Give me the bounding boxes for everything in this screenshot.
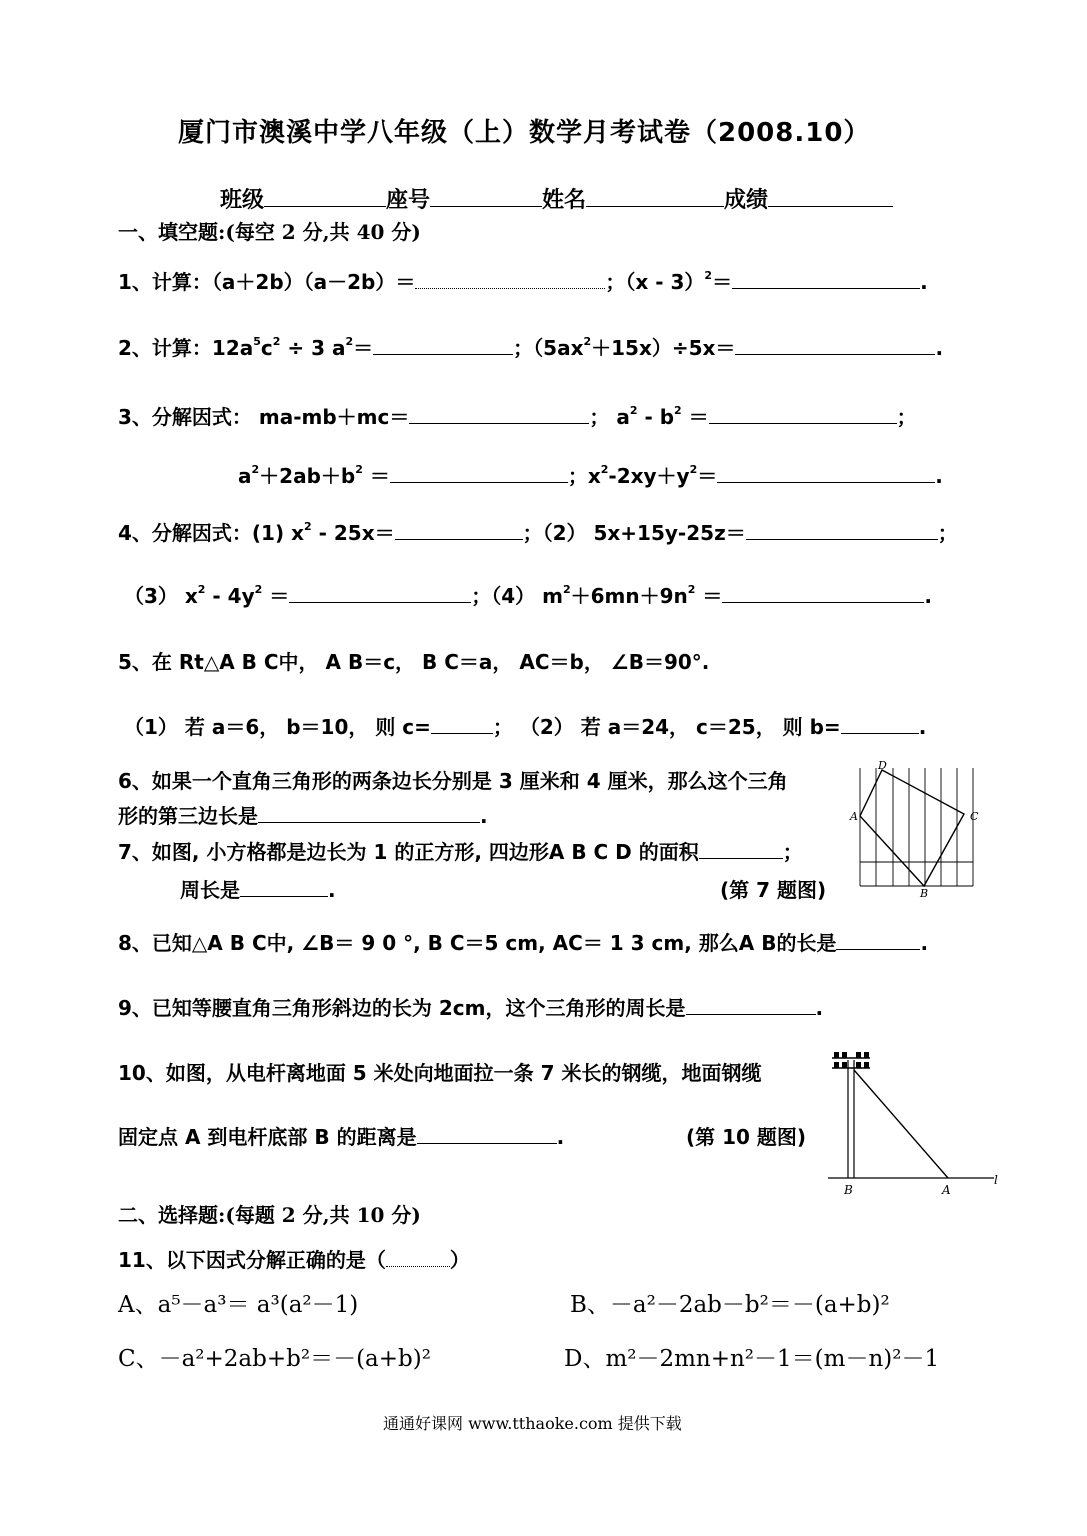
fig10-label-b: B (844, 1183, 853, 1197)
question-5-parts (124, 711, 926, 740)
q11-answer-blank[interactable] (386, 1246, 450, 1267)
q3-eq-2: ＝ (369, 464, 390, 488)
question-11 (118, 1244, 470, 1273)
option-a[interactable]: A、a⁵－a³＝ a³(a²－1) (118, 1292, 359, 1318)
q1-eq: ＝ (712, 270, 733, 294)
q4-blank-1[interactable] (395, 519, 523, 540)
q6-end: . (480, 804, 488, 828)
q2-text: 2、计算：12a (118, 336, 254, 360)
q4-eq: ＝ (269, 584, 290, 608)
question-6: 6、如果一个直角三角形的两条边长分别是 3 厘米和 4 厘米，那么这个三角 (118, 769, 788, 793)
q10-text-b: 固定点 A 到电杆底部 B 的距离是 (118, 1125, 417, 1149)
q10-end: . (556, 1125, 565, 1149)
question-3: 3、分解因式： ma-mb＋mc＝ ； $a^2 - b^2$ ＝ ； (118, 404, 917, 429)
q4-end-2: . (924, 584, 933, 608)
question-2: 2、计算：$12a^5c^2 \div 3$ $a^2=$ ；$(5ax^2+15x)\div 5x=$ . (118, 335, 944, 360)
q3-blank-3[interactable] (390, 462, 568, 483)
q3-end-2: . (935, 464, 943, 488)
q9-text: 9、已知等腰直角三角形斜边的长为 2cm，这个三角形的周长是 (118, 996, 686, 1020)
q2-eq: ＝ (353, 336, 374, 360)
section2-heading: 二、选择题:(每题 2 分,共 10 分) (118, 1203, 421, 1227)
page-title: 厦门市澳溪中学八年级（上）数学月考试卷（2008.10） (178, 118, 871, 148)
q5-text-b: （1） 若 a＝6， b＝10， 则 c= (124, 715, 431, 739)
q3-text-b: ； a (589, 405, 630, 429)
seat-field[interactable] (430, 186, 542, 207)
fig7-label-d: D (878, 759, 887, 772)
q2-text-f: ＋15x）÷5x＝ (591, 336, 736, 360)
question-4-line-2: （3） $x^2 - 4y^2$ ＝ ；（4） $m^2+6mn+9n^2$ ＝ . (124, 583, 933, 608)
q2-end: . (935, 336, 944, 360)
fig7-label-c: C (970, 810, 979, 823)
q8-blank[interactable] (836, 929, 920, 950)
q7-blank-1[interactable] (699, 838, 783, 859)
question-7-line-2 (180, 874, 336, 903)
q1-blank-2[interactable] (732, 268, 920, 289)
student-info-line (220, 183, 893, 214)
question-7 (118, 836, 803, 865)
q3-text-e: a (238, 464, 252, 488)
q8-text: 8、已知△A B C中, ∠B＝ 9 0 °, B C＝5 cm, AC＝ 1 3 cm, 那么A B的长是 (118, 931, 837, 955)
q4-text-b: - 25x＝ (311, 521, 395, 545)
q4-eq-2: ＝ (702, 584, 723, 608)
q11-text-b: ） (449, 1248, 470, 1272)
figure-7-caption: (第 7 题图) (720, 878, 827, 902)
q3-blank-2[interactable] (709, 403, 897, 424)
q3-text: 3、分解因式： ma-mb＋mc＝ (118, 405, 410, 429)
score-field[interactable] (768, 186, 893, 207)
q3-text-h: ；x (567, 464, 601, 488)
q4-text-h: ＋6mn＋9n (570, 584, 688, 608)
name-label: 姓名 (542, 188, 587, 213)
q7-text-b: 周长是 (180, 878, 240, 902)
q4-blank-3[interactable] (289, 582, 471, 603)
question-10: 10、如图，从电杆离地面 5 米处向地面拉一条 7 米长的钢缆，地面钢缆 (118, 1061, 762, 1085)
option-d[interactable]: D、m²－2mn+n²－1＝(m－n)²－1 (564, 1346, 940, 1372)
q4-text-d: （3） x (124, 584, 198, 608)
q5-blank-1[interactable] (431, 713, 493, 734)
q8-end: . (920, 931, 929, 955)
score-label: 成绩 (724, 188, 769, 213)
question-3-line-2: $a^2+2ab+b^2$ ＝ ；$x^2-2xy+y^2=$ . (238, 463, 943, 488)
q6-blank[interactable] (258, 802, 480, 823)
figure-7-grid (848, 758, 988, 900)
q3-end-1: ； (896, 405, 917, 429)
q4-end-1: ； (937, 521, 958, 545)
question-5: 5、在 Rt△A B C中， A B＝c， B C＝a， AC＝b， ∠B＝90°. (118, 650, 710, 674)
q9-end: . (815, 996, 824, 1020)
seat-label: 座号 (386, 188, 431, 213)
question-8 (118, 927, 928, 956)
q4-text-e: - 4y (205, 584, 255, 608)
q11-text: 11、以下因式分解正确的是（ (118, 1248, 386, 1272)
q7-text: 7、如图, 小方格都是边长为 1 的正方形, 四边形A B C D 的面积 (118, 840, 699, 864)
question-10-line-2 (118, 1121, 564, 1150)
q1-blank-1[interactable] (415, 268, 605, 289)
q3-text-i: -2xy＋y (608, 464, 690, 488)
fig7-label-a: A (850, 810, 858, 823)
q4-blank-4[interactable] (722, 582, 924, 603)
option-c[interactable]: C、－a²+2ab+b²＝－(a+b)² (118, 1346, 431, 1372)
class-field[interactable] (264, 186, 386, 207)
q2-text-c: ÷ 3 a (287, 336, 346, 360)
q2-blank-2[interactable] (735, 334, 935, 355)
option-b[interactable]: B、－a²－2ab－b²＝－(a+b)² (570, 1292, 890, 1318)
page-footer: 通通好课网 www.tthaoke.com 提供下载 (383, 1414, 682, 1433)
question-9 (118, 992, 823, 1021)
q4-blank-2[interactable] (746, 519, 938, 540)
q3-eq: ＝ (688, 405, 709, 429)
question-6-line-2 (118, 800, 488, 829)
figure-10-pole (824, 1048, 1004, 1200)
q1-text-b: ；（x - 3） (605, 270, 705, 294)
q4-text-c: ；（2） 5x+15y-25z＝ (522, 521, 746, 545)
q7-end-2: . (328, 878, 336, 902)
q5-text-c: ； （2） 若 a＝24， c＝25， 则 b= (492, 715, 841, 739)
q2-text-e: ；（5ax (513, 336, 584, 360)
q3-blank-1[interactable] (409, 403, 589, 424)
name-field[interactable] (586, 186, 724, 207)
fig10-label-l: l (994, 1173, 998, 1187)
fig10-label-a: A (942, 1183, 951, 1197)
q3-blank-4[interactable] (717, 462, 935, 483)
q5-blank-2[interactable] (841, 713, 919, 734)
q7-blank-2[interactable] (240, 876, 328, 897)
q6-text-b: 形的第三边长是 (118, 804, 258, 828)
fig7-label-b: B (920, 887, 929, 900)
q3-eq-3: ＝ (697, 464, 718, 488)
figure-10-caption: (第 10 题图) (686, 1125, 807, 1149)
q5-end: . (918, 715, 927, 739)
q10-blank[interactable] (417, 1123, 557, 1144)
q4-text: 4、分解因式：(1) x (118, 521, 304, 545)
q2-blank-1[interactable] (373, 334, 513, 355)
q7-end-1: ； (782, 840, 803, 864)
q3-text-f: ＋2ab＋b (259, 464, 356, 488)
q4-text-g: ；（4） m (471, 584, 563, 608)
section1-heading: 一、填空题:(每空 2 分,共 40 分) (118, 220, 421, 244)
q2-text-b: c (260, 336, 273, 360)
question-4: 4、分解因式：(1) $x^2 - 25x=$ ；（2） 5x+15y-25z＝ ； (118, 520, 958, 545)
question-1: 1、计算：（a＋2b）（a－2b）＝ ；（x - 3）$^2$＝ . (118, 269, 928, 294)
q9-blank[interactable] (686, 994, 816, 1015)
class-label: 班级 (220, 188, 265, 213)
q1-text: 1、计算：（a＋2b）（a－2b）＝ (118, 270, 416, 294)
q3-text-c: - b (637, 405, 675, 429)
q1-end: . (920, 270, 928, 294)
